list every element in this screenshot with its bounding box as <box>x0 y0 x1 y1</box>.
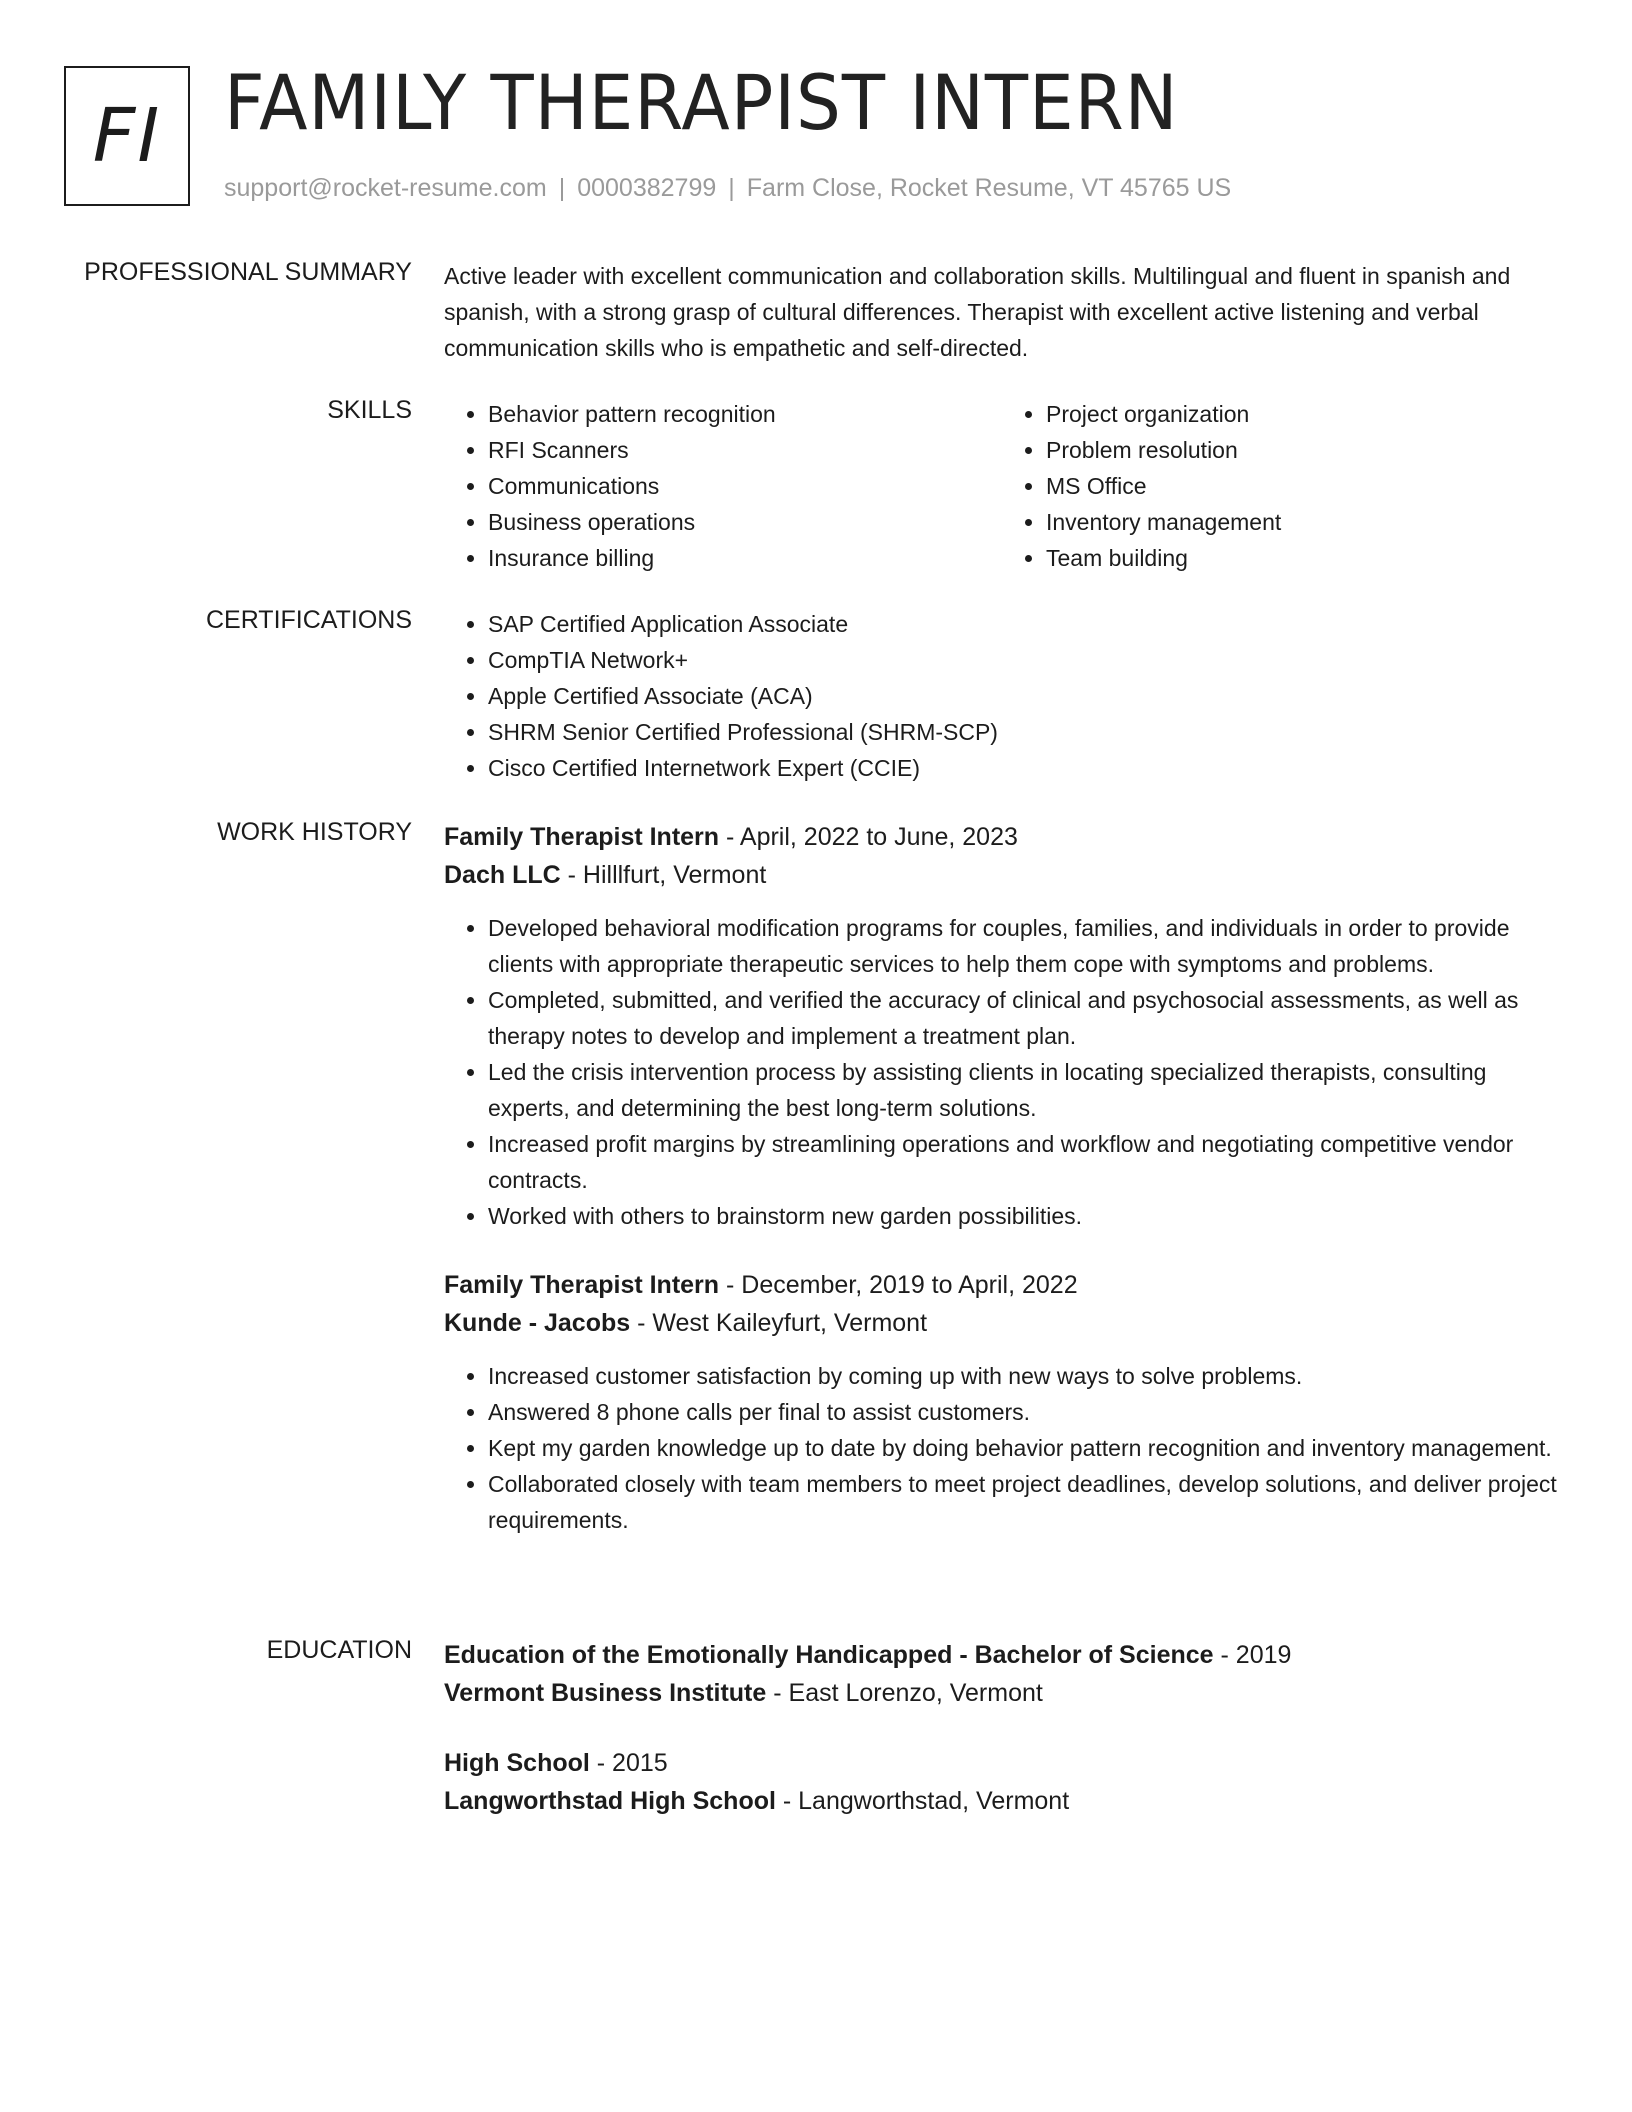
contact-line <box>224 174 1231 203</box>
skill-item: • Team building <box>1046 540 1560 576</box>
certifications-list <box>444 606 1560 786</box>
education-body <box>444 1636 1560 1820</box>
skill-item: • RFI Scanners <box>488 432 1002 468</box>
job-company: Dach LLC <box>444 861 561 889</box>
education-degree-line <box>444 1636 1560 1674</box>
education-location: - East Lorenzo, Vermont <box>766 1679 1043 1707</box>
education-year: - 2019 <box>1213 1641 1292 1669</box>
job-company-line <box>444 1304 1560 1342</box>
job-bullet: • Developed behavioral modification programs for couples, families, and individuals in order to provide clients with appropriate therapeutic services to help them cope with symptoms and problems. <box>488 910 1560 982</box>
skills-heading: SKILLS <box>327 396 412 424</box>
job-title-line <box>444 1266 1560 1304</box>
education-degree: Education of the Emotionally Handicapped - Bachelor of Science <box>444 1641 1214 1669</box>
job-dates: - December, 2019 to April, 2022 <box>719 1271 1078 1299</box>
job-bullet: • Collaborated closely with team members to meet project deadlines, develop solutions, and deliver project requirements. <box>488 1466 1560 1538</box>
job-bullet: • Increased customer satisfaction by coming up with new ways to solve problems. <box>488 1358 1560 1394</box>
education-degree: High School <box>444 1749 590 1777</box>
contact-separator: | <box>728 174 735 202</box>
work-history-body <box>444 818 1560 1538</box>
job-bullet: • Kept my garden knowledge up to date by doing behavior pattern recognition and inventory management. <box>488 1430 1560 1466</box>
contact-address: Farm Close, Rocket Resume, VT 45765 US <box>746 174 1232 202</box>
skill-item: • Communications <box>488 468 1002 504</box>
summary-text: Active leader with excellent communication and collaboration skills. Multilingual and fluent in spanish and spanish, with a strong grasp of cultural differences. Therapist with excellent active listening and verbal communication skills who is empathetic and self-directed. <box>444 263 1511 361</box>
education-school: Langworthstad High School <box>444 1787 776 1815</box>
certifications-body <box>444 606 1560 786</box>
job-dates: - April, 2022 to June, 2023 <box>719 823 1018 851</box>
job-bullet: • Worked with others to brainstorm new garden possibilities. <box>488 1198 1560 1234</box>
job-entry <box>444 1266 1560 1538</box>
skills-body <box>444 396 1560 576</box>
education-school: Vermont Business Institute <box>444 1679 767 1707</box>
job-bullet: • Answered 8 phone calls per final to assist customers. <box>488 1394 1560 1430</box>
skill-item: • MS Office <box>1046 468 1560 504</box>
job-bullet: • Increased profit margins by streamlining operations and workflow and negotiating competitive vendor contracts. <box>488 1126 1560 1198</box>
job-entry <box>444 818 1560 1234</box>
job-title-line <box>444 818 1560 856</box>
skill-item: • Insurance billing <box>488 540 1002 576</box>
job-bullet: • Led the crisis intervention process by assisting clients in locating specialized therapists, consulting experts, and determining the best long-term solutions. <box>488 1054 1560 1126</box>
certification-item: • Apple Certified Associate (ACA) <box>488 678 1560 714</box>
skill-item: • Project organization <box>1046 396 1560 432</box>
summary-body <box>444 258 1560 366</box>
education-year: - 2015 <box>589 1749 668 1777</box>
certification-item: • SHRM Senior Certified Professional (SHRM-SCP) <box>488 714 1560 750</box>
education-entry <box>444 1636 1560 1712</box>
education-school-line <box>444 1674 1560 1712</box>
job-bullets <box>444 1358 1560 1538</box>
contact-phone: 0000382799 <box>577 174 717 202</box>
education-location: - Langworthstad, Vermont <box>775 1787 1070 1815</box>
job-bullet: • Completed, submitted, and verified the accuracy of clinical and psychosocial assessments, as well as therapy notes to develop and implement a treatment plan. <box>488 982 1560 1054</box>
education-entry <box>444 1744 1560 1820</box>
job-bullets <box>444 910 1560 1234</box>
job-location: - Hilllfurt, Vermont <box>560 861 767 889</box>
skill-item: • Inventory management <box>1046 504 1560 540</box>
monogram-box <box>64 66 190 206</box>
contact-email: support@rocket-resume.com <box>224 174 547 202</box>
skill-item: • Business operations <box>488 504 1002 540</box>
skill-item: • Problem resolution <box>1046 432 1560 468</box>
summary-heading: PROFESSIONAL SUMMARY <box>84 258 412 286</box>
certifications-heading: CERTIFICATIONS <box>205 606 412 634</box>
certification-item: • SAP Certified Application Associate <box>488 606 1560 642</box>
job-company-line <box>444 856 1560 894</box>
work-history-heading: WORK HISTORY <box>217 818 412 846</box>
education-degree-line <box>444 1744 1560 1782</box>
candidate-name: FAMILY THERAPIST INTERN <box>224 58 1179 147</box>
job-title: Family Therapist Intern <box>444 1271 720 1299</box>
skills-list-right <box>1002 396 1560 576</box>
job-company: Kunde - Jacobs <box>444 1309 631 1337</box>
certification-item: • Cisco Certified Internetwork Expert (CCIE) <box>488 750 1560 786</box>
contact-separator: | <box>558 174 566 202</box>
education-heading: EDUCATION <box>266 1636 412 1664</box>
job-location: - West Kaileyfurt, Vermont <box>630 1309 928 1337</box>
education-school-line <box>444 1782 1560 1820</box>
certification-item: • CompTIA Network+ <box>488 642 1560 678</box>
skills-list-left <box>444 396 1002 576</box>
monogram-initials: FI <box>92 93 162 179</box>
skill-item: • Behavior pattern recognition <box>488 396 1002 432</box>
job-title: Family Therapist Intern <box>444 823 720 851</box>
